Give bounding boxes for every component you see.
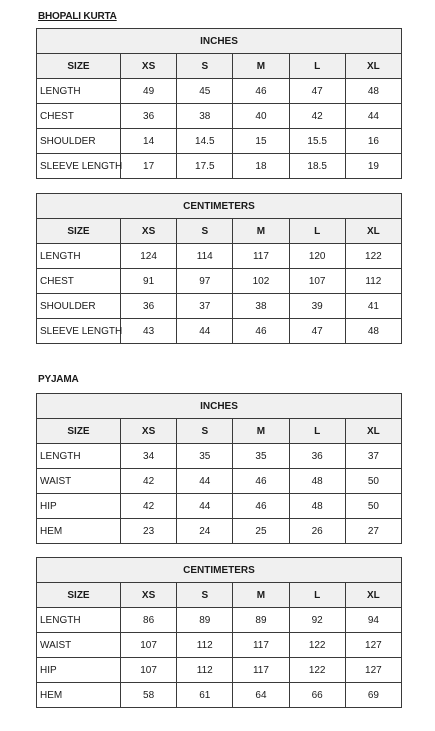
table-cell: 112 [177, 658, 233, 683]
table-row [37, 154, 402, 179]
table-header-row [37, 583, 402, 608]
table-unit-title: INCHES [37, 394, 402, 419]
table-cell: 42 [121, 469, 177, 494]
table-cell: 89 [177, 608, 233, 633]
table-cell: 48 [289, 494, 345, 519]
table-unit-title: CENTIMETERS [37, 558, 402, 583]
table-cell: 107 [121, 658, 177, 683]
row-label: LENGTH [37, 244, 121, 269]
table-cell: 15.5 [289, 129, 345, 154]
row-label: SHOULDER [37, 294, 121, 319]
table-cell: 41 [345, 294, 401, 319]
column-header: M [233, 54, 289, 79]
column-header: XL [345, 54, 401, 79]
table-cell: 86 [121, 608, 177, 633]
column-header: XL [345, 219, 401, 244]
column-header: S [177, 54, 233, 79]
table-cell: 122 [289, 633, 345, 658]
table-cell: 102 [233, 269, 289, 294]
table-cell: 117 [233, 658, 289, 683]
table-cell: 40 [233, 104, 289, 129]
table-cell: 44 [177, 494, 233, 519]
column-header: XS [121, 419, 177, 444]
row-label: CHEST [37, 269, 121, 294]
row-label: HIP [37, 658, 121, 683]
row-label: SLEEVE LENGTH [37, 154, 121, 179]
table-cell: 50 [345, 494, 401, 519]
column-header: M [233, 419, 289, 444]
table-cell: 18 [233, 154, 289, 179]
kurta-centimeters-table [36, 193, 402, 344]
table-header-row [37, 219, 402, 244]
table-cell: 36 [121, 104, 177, 129]
table-cell: 44 [177, 469, 233, 494]
column-header: S [177, 583, 233, 608]
table-row [37, 79, 402, 104]
table-row [37, 608, 402, 633]
table-cell: 58 [121, 683, 177, 708]
row-label: LENGTH [37, 79, 121, 104]
table-cell: 94 [345, 608, 401, 633]
table-cell: 117 [233, 633, 289, 658]
table-cell: 114 [177, 244, 233, 269]
table-row [37, 683, 402, 708]
table-row [37, 129, 402, 154]
column-header: L [289, 583, 345, 608]
table-row [37, 469, 402, 494]
column-header: SIZE [37, 54, 121, 79]
table-cell: 46 [233, 494, 289, 519]
table-cell: 27 [345, 519, 401, 544]
row-label: SHOULDER [37, 129, 121, 154]
table-cell: 44 [177, 319, 233, 344]
table-cell: 66 [289, 683, 345, 708]
table-row [37, 519, 402, 544]
table-cell: 46 [233, 319, 289, 344]
table-row [37, 104, 402, 129]
column-header: XL [345, 419, 401, 444]
table-cell: 89 [233, 608, 289, 633]
column-header: S [177, 219, 233, 244]
column-header: L [289, 219, 345, 244]
table-unit-title: CENTIMETERS [37, 194, 402, 219]
table-cell: 91 [121, 269, 177, 294]
table-cell: 97 [177, 269, 233, 294]
table-cell: 122 [345, 244, 401, 269]
table-cell: 124 [121, 244, 177, 269]
table-cell: 44 [345, 104, 401, 129]
table-row [37, 319, 402, 344]
column-header: SIZE [37, 583, 121, 608]
table-cell: 47 [289, 79, 345, 104]
table-unit-title: INCHES [37, 29, 402, 54]
table-cell: 16 [345, 129, 401, 154]
row-label: WAIST [37, 469, 121, 494]
table-cell: 127 [345, 658, 401, 683]
table-cell: 69 [345, 683, 401, 708]
table-cell: 25 [233, 519, 289, 544]
table-row [37, 269, 402, 294]
table-cell: 112 [177, 633, 233, 658]
table-cell: 15 [233, 129, 289, 154]
table-cell: 37 [177, 294, 233, 319]
column-header: SIZE [37, 419, 121, 444]
column-header: L [289, 419, 345, 444]
table-cell: 14 [121, 129, 177, 154]
table-cell: 24 [177, 519, 233, 544]
table-cell: 26 [289, 519, 345, 544]
table-cell: 46 [233, 469, 289, 494]
table-cell: 107 [289, 269, 345, 294]
column-header: S [177, 419, 233, 444]
table-cell: 36 [121, 294, 177, 319]
table-cell: 45 [177, 79, 233, 104]
table-row [37, 294, 402, 319]
row-label: HEM [37, 683, 121, 708]
table-cell: 42 [289, 104, 345, 129]
table-row [37, 658, 402, 683]
table-cell: 48 [289, 469, 345, 494]
table-cell: 14.5 [177, 129, 233, 154]
table-cell: 17 [121, 154, 177, 179]
pyjama-centimeters-table [36, 557, 402, 708]
table-cell: 19 [345, 154, 401, 179]
kurta-inches-table [36, 28, 402, 179]
table-cell: 46 [233, 79, 289, 104]
table-row [37, 494, 402, 519]
pyjama-inches-table [36, 393, 402, 544]
table-cell: 92 [289, 608, 345, 633]
column-header: XS [121, 54, 177, 79]
column-header: M [233, 583, 289, 608]
table-cell: 122 [289, 658, 345, 683]
table-cell: 37 [345, 444, 401, 469]
table-cell: 117 [233, 244, 289, 269]
row-label: SLEEVE LENGTH [37, 319, 121, 344]
table-cell: 39 [289, 294, 345, 319]
table-cell: 36 [289, 444, 345, 469]
table-cell: 48 [345, 79, 401, 104]
pyjama-heading: PYJAMA [38, 374, 79, 385]
table-header-row [37, 54, 402, 79]
table-cell: 38 [177, 104, 233, 129]
table-row [37, 633, 402, 658]
table-cell: 23 [121, 519, 177, 544]
column-header: SIZE [37, 219, 121, 244]
table-cell: 38 [233, 294, 289, 319]
table-cell: 120 [289, 244, 345, 269]
table-cell: 112 [345, 269, 401, 294]
column-header: M [233, 219, 289, 244]
column-header: XS [121, 219, 177, 244]
table-cell: 35 [233, 444, 289, 469]
table-cell: 61 [177, 683, 233, 708]
table-cell: 107 [121, 633, 177, 658]
table-cell: 50 [345, 469, 401, 494]
column-header: L [289, 54, 345, 79]
table-row [37, 444, 402, 469]
table-cell: 48 [345, 319, 401, 344]
row-label: CHEST [37, 104, 121, 129]
table-header-row [37, 419, 402, 444]
row-label: HIP [37, 494, 121, 519]
row-label: LENGTH [37, 608, 121, 633]
table-cell: 17.5 [177, 154, 233, 179]
table-cell: 18.5 [289, 154, 345, 179]
table-cell: 64 [233, 683, 289, 708]
table-cell: 42 [121, 494, 177, 519]
table-row [37, 244, 402, 269]
table-cell: 43 [121, 319, 177, 344]
table-cell: 127 [345, 633, 401, 658]
table-cell: 34 [121, 444, 177, 469]
row-label: LENGTH [37, 444, 121, 469]
table-cell: 49 [121, 79, 177, 104]
kurta-heading: BHOPALI KURTA [38, 11, 117, 22]
row-label: WAIST [37, 633, 121, 658]
table-cell: 47 [289, 319, 345, 344]
column-header: XL [345, 583, 401, 608]
row-label: HEM [37, 519, 121, 544]
column-header: XS [121, 583, 177, 608]
table-cell: 35 [177, 444, 233, 469]
